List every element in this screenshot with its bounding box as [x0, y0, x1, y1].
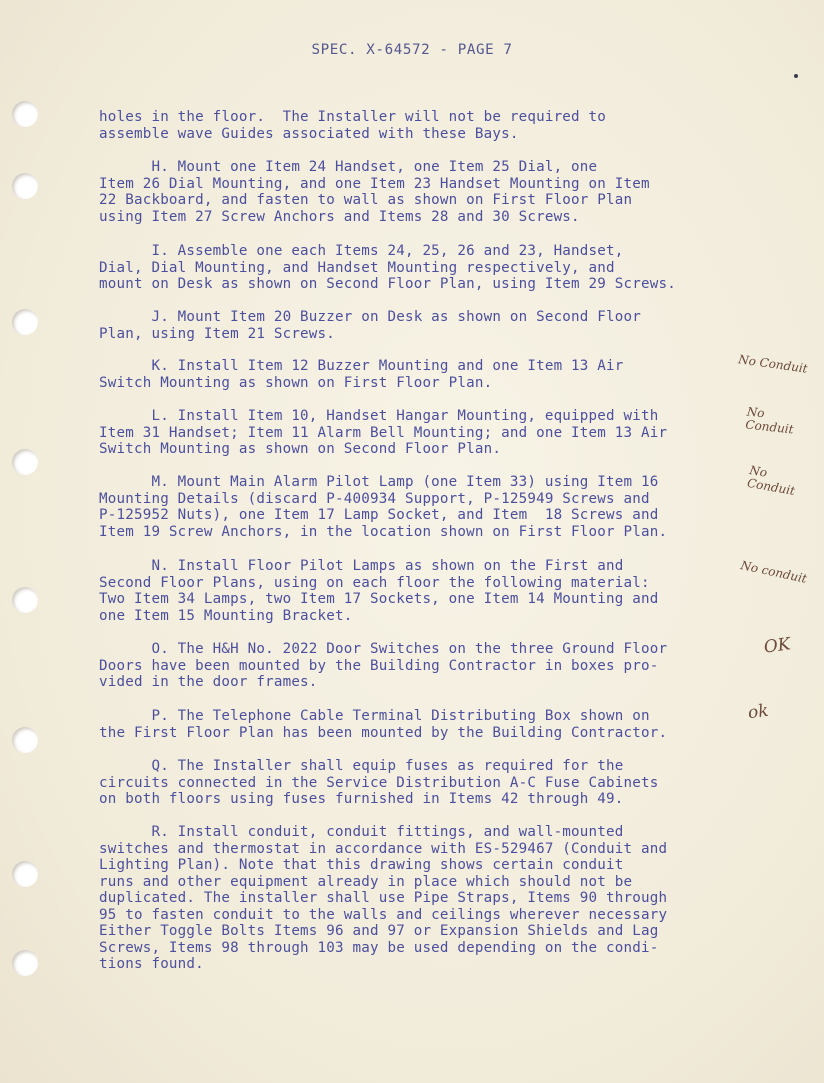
binder-hole — [12, 587, 38, 613]
binder-hole — [12, 861, 38, 887]
text-line: tions found. — [99, 956, 204, 972]
text-line: Mounting Details (discard P-400934 Support, P-125949 Screws and — [99, 490, 650, 507]
text-line: mount on Desk as shown on Second Floor Plan, using Item 29 Screws. — [99, 276, 676, 292]
text-line: runs and other equipment already in place which should not be — [99, 873, 633, 890]
text-line: Switch Mounting as shown on First Floor Plan. — [99, 374, 493, 391]
paragraph-n — [99, 558, 658, 624]
text-line: Doors have been mounted by the Building Contractor in boxes pro- — [99, 657, 659, 674]
text-line: assemble wave Guides associated with these Bays. — [99, 125, 519, 142]
text-line: Screws, Items 98 through 103 may be used depending on the condi- — [99, 939, 659, 956]
text-line: Q. The Installer shall equip fuses as required for the — [99, 758, 624, 774]
text-line: one Item 15 Mounting Bracket. — [99, 607, 353, 624]
margin-note-m: No Conduit — [746, 463, 797, 498]
paragraph-o — [99, 641, 667, 691]
text-line: L. Install Item 10, Handset Hangar Mounting, equipped with — [99, 408, 659, 424]
text-line: Switch Mounting as shown on Second Floor Plan. — [99, 441, 502, 457]
text-line: on both floors using fuses furnished in Items 42 through 49. — [99, 791, 624, 807]
binder-hole — [12, 173, 38, 199]
paragraph-j — [99, 309, 641, 342]
paragraph-r — [99, 824, 667, 973]
text-line: using Item 27 Screw Anchors and Items 28 and 30 Screws. — [99, 208, 580, 225]
paragraph-q — [99, 758, 658, 808]
text-line: Item 26 Dial Mounting, and one Item 23 Handset Mounting on Item — [99, 175, 650, 192]
text-line: R. Install conduit, conduit fittings, and wall-mounted — [99, 824, 624, 840]
margin-note-p: ok — [746, 700, 770, 724]
text-line: holes in the floor. The Installer will not be required to — [99, 109, 607, 125]
text-line: 95 to fasten conduit to the walls and ceilings wherever necessary — [99, 906, 668, 923]
text-line: I. Assemble one each Items 24, 25, 26 and 23, Handset, — [99, 243, 624, 259]
paragraph-continuation — [99, 109, 606, 142]
text-line: the First Floor Plan has been mounted by the Building Contractor. — [99, 724, 668, 741]
margin-note-o: OK — [762, 634, 792, 658]
paragraph-l — [99, 408, 667, 458]
margin-note-k: No Conduit — [737, 352, 809, 376]
paragraph-i — [99, 243, 676, 293]
binder-hole — [12, 449, 38, 475]
text-line: Dial, Dial Mounting, and Handset Mounting respectively, and — [99, 259, 615, 276]
text-line: 22 Backboard, and fasten to wall as shown on First Floor Plan — [99, 192, 633, 208]
text-line: duplicated. The installer shall use Pipe Straps, Items 90 through — [99, 890, 668, 906]
text-line: Two Item 34 Lamps, two Item 17 Sockets, one Item 14 Mounting and — [99, 591, 659, 607]
text-line: N. Install Floor Pilot Lamps as shown on the First and — [99, 558, 624, 574]
text-line: Plan, using Item 21 Screws. — [99, 325, 336, 342]
text-line: Item 31 Handset; Item 11 Alarm Bell Mounting; and one Item 13 Air — [99, 424, 668, 441]
text-line: P-125952 Nuts), one Item 17 Lamp Socket, and Item 18 Screws and — [99, 507, 659, 523]
text-line: P. The Telephone Cable Terminal Distributing Box shown on — [99, 708, 650, 724]
paragraph-p — [99, 708, 667, 741]
paragraph-m — [99, 474, 667, 540]
text-line: Second Floor Plans, using on each floor the following material: — [99, 574, 650, 591]
text-line: circuits connected in the Service Distribution A-C Fuse Cabinets — [99, 774, 659, 791]
margin-note-l: No Conduit — [744, 404, 795, 437]
binder-hole — [12, 309, 38, 335]
binder-hole — [12, 101, 38, 127]
binder-hole — [12, 950, 38, 976]
text-line: Item 19 Screw Anchors, in the location shown on First Floor Plan. — [99, 523, 668, 540]
margin-note-n: No conduit — [739, 558, 809, 586]
paragraph-k — [99, 358, 624, 391]
paragraph-h — [99, 159, 650, 225]
text-line: H. Mount one Item 24 Handset, one Item 25 Dial, one — [99, 159, 598, 175]
binder-hole — [12, 727, 38, 753]
page-header: SPEC. X-64572 - PAGE 7 — [311, 42, 513, 58]
text-line: Either Toggle Bolts Items 96 and 97 or Expansion Shields and Lag — [99, 923, 659, 939]
text-line: vided in the door frames. — [99, 674, 318, 690]
text-line: M. Mount Main Alarm Pilot Lamp (one Item 33) using Item 16 — [99, 474, 659, 490]
text-line: O. The H&H No. 2022 Door Switches on the three Ground Floor — [99, 641, 668, 657]
text-line: J. Mount Item 20 Buzzer on Desk as shown on Second Floor — [99, 309, 641, 325]
text-line: switches and thermostat in accordance with ES-529467 (Conduit and — [99, 840, 668, 857]
text-line: K. Install Item 12 Buzzer Mounting and one Item 13 Air — [99, 358, 624, 374]
text-line: Lighting Plan). Note that this drawing shows certain conduit — [99, 857, 624, 873]
ink-speck — [794, 74, 798, 78]
